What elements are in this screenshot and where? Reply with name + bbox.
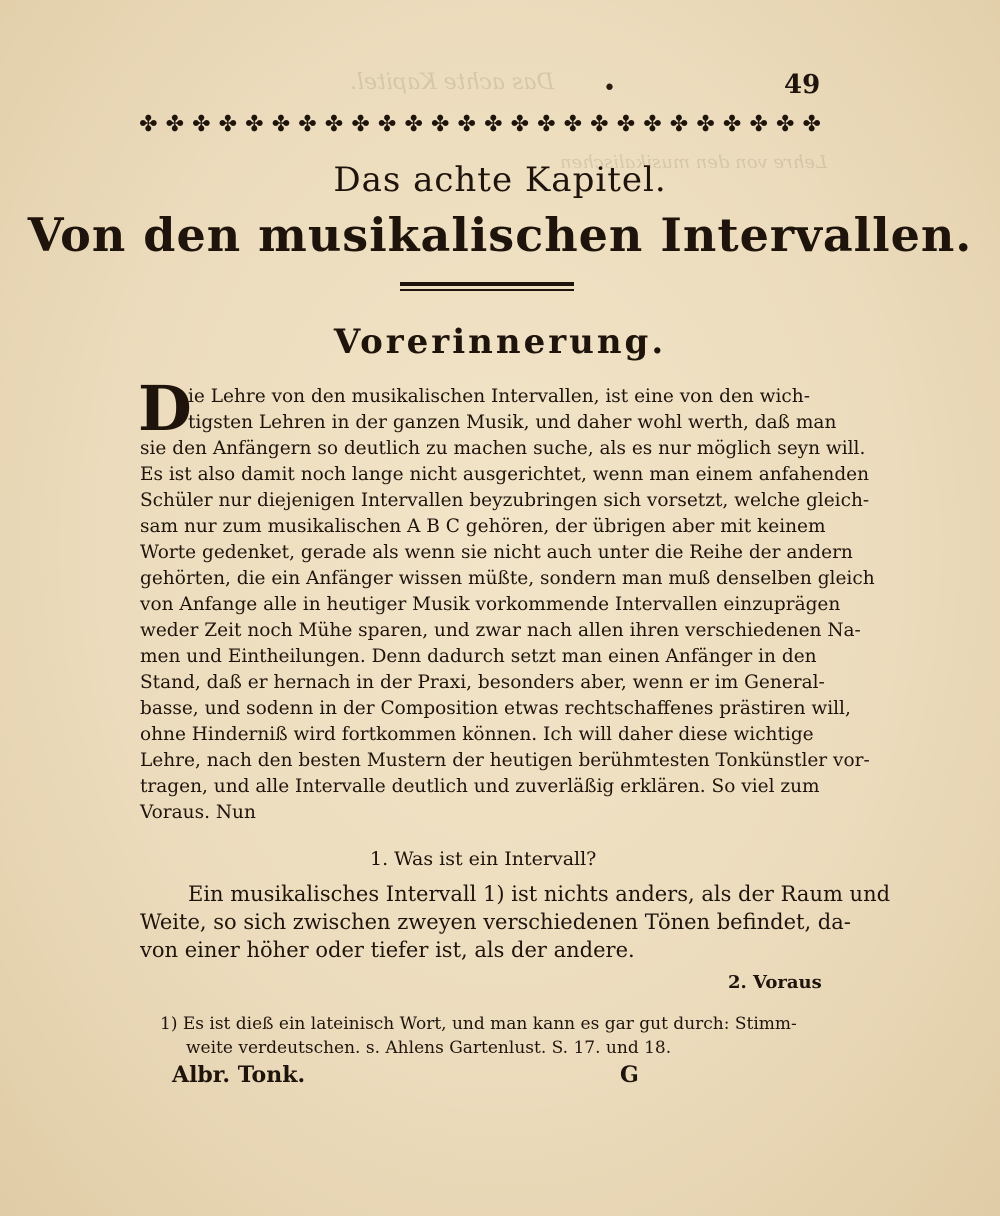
text-line: Ein musikalisches Intervall 1) ist nichts anders, als der Raum und <box>188 882 891 906</box>
double-rule-divider <box>400 282 574 291</box>
ornament-fleuron: ✤ <box>430 112 450 137</box>
footnote-line: weite verdeutschen. s. Ahlens Gartenlust. S. 17. und 18. <box>186 1038 672 1058</box>
drop-cap: D <box>138 372 192 445</box>
ornament-fleuron: ✤ <box>457 112 476 137</box>
catchword: 2. Voraus <box>728 972 822 993</box>
bleed-through-text: Das achte Kapitel. <box>350 70 555 95</box>
text-line: Weite, so sich zwischen zweyen verschiedenen Tönen befindet, da- <box>140 910 851 934</box>
ornament-fleuron: ✤ <box>192 112 211 137</box>
text-line: Worte gedenket, gerade als wenn sie nicht auch unter die Reihe der andern <box>140 542 853 563</box>
footnote-line: 1) Es ist dieß ein lateinisch Wort, und man kann es gar gut durch: Stimm- <box>160 1014 797 1034</box>
page-number: 49 <box>784 70 821 100</box>
preface-heading: Vorerinnerung. <box>333 322 667 362</box>
ornament-fleuron: ✤ <box>749 112 768 137</box>
text-line: tigsten Lehren in der ganzen Musik, und daher wohl werth, daß man <box>188 412 837 433</box>
ornament-fleuron: ✤ <box>590 112 609 137</box>
text-line: men und Eintheilungen. Denn dadurch setzt man einen Anfänger in den <box>140 646 817 667</box>
ornament-fleuron: ✤ <box>351 112 370 137</box>
ornament-fleuron: ✤ <box>537 112 556 137</box>
ornament-fleuron: ✤ <box>298 112 317 137</box>
text-line: sam nur zum musikalischen A B C gehören, der übrigen aber mit keinem <box>140 516 826 537</box>
ornament-fleuron: ✤ <box>510 112 530 137</box>
ornament-fleuron: ✤ <box>165 112 185 137</box>
text-line: gehörten, die ein Anfänger wissen müßte, sondern man muß denselben gleich <box>140 568 875 589</box>
text-line: von Anfange alle in heutiger Musik vorkommende Intervallen einzuprägen <box>140 594 841 615</box>
ornament-fleuron: ✤ <box>404 112 423 137</box>
text-line: von einer höher oder tiefer ist, als der andere. <box>140 938 635 962</box>
ornament-fleuron: ✤ <box>377 112 397 137</box>
ornament-fleuron: ✤ <box>324 112 344 137</box>
ornament-fleuron: ✤ <box>722 112 742 137</box>
text-line: sie den Anfängern so deutlich zu machen suche, als es nur möglich seyn will. <box>140 438 866 459</box>
ornament-fleuron: ✤ <box>139 112 158 137</box>
chapter-title: Das achte Kapitel. <box>333 160 667 200</box>
bleed-through-text: Lehre von den musikalischen <box>560 152 827 173</box>
ornament-fleuron: ✤ <box>643 112 662 137</box>
text-line: Stand, daß er hernach in der Praxi, besonders aber, wenn er im General- <box>140 672 825 693</box>
ornament-fleuron: ✤ <box>696 112 715 137</box>
ornament-fleuron: ✤ <box>245 112 264 137</box>
text-line: Lehre, nach den besten Mustern der heutigen berühmtesten Tonkünstler vor- <box>140 750 870 771</box>
text-line: basse, und sodenn in der Composition etwas rechtschaffenes prästiren will, <box>140 698 851 719</box>
ornament-border <box>135 110 825 138</box>
signature-mark: G <box>620 1062 639 1088</box>
section-heading: 1. Was ist ein Intervall? <box>370 848 597 870</box>
ornament-fleuron: ✤ <box>563 112 583 137</box>
text-line: Es ist also damit noch lange nicht ausgerichtet, wenn man einem anfahenden <box>140 464 870 485</box>
stray-mark: • <box>603 76 616 101</box>
text-line: ie Lehre von den musikalischen Intervallen, ist eine von den wich- <box>188 386 810 407</box>
text-line: Voraus. Nun <box>140 802 256 823</box>
ornament-fleuron: ✤ <box>775 112 795 137</box>
ornament-fleuron: ✤ <box>218 112 238 137</box>
ornament-fleuron: ✤ <box>484 112 503 137</box>
text-line: tragen, und alle Intervalle deutlich und zuverläßig erklären. So viel zum <box>140 776 820 797</box>
printer-signature: Albr. Tonk. <box>172 1062 306 1088</box>
ornament-fleuron: ✤ <box>802 112 821 137</box>
ornament-fleuron: ✤ <box>669 112 689 137</box>
text-line: ohne Hinderniß wird fortkommen können. Ich will daher diese wichtige <box>140 724 814 745</box>
main-title: Von den musikalischen Intervallen. <box>27 208 973 262</box>
ornament-fleuron: ✤ <box>271 112 291 137</box>
text-line: weder Zeit noch Mühe sparen, und zwar nach allen ihren verschiedenen Na- <box>140 620 861 641</box>
ornament-fleuron: ✤ <box>616 112 636 137</box>
text-line: Schüler nur diejenigen Intervallen beyzubringen sich vorsetzt, welche gleich- <box>140 490 870 511</box>
